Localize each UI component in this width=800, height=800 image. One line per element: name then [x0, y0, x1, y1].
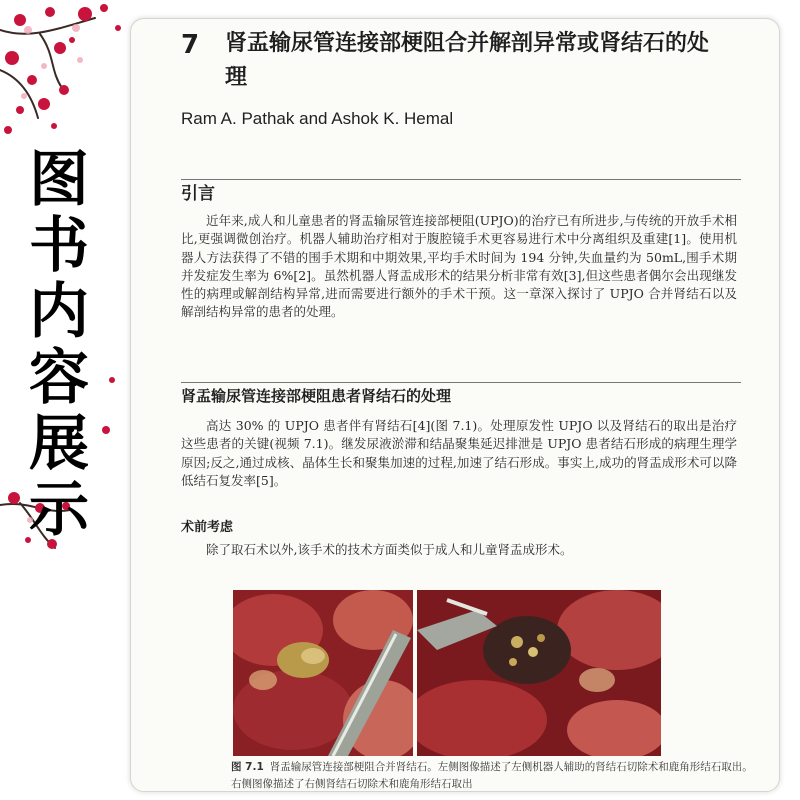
figure-caption [231, 759, 761, 792]
section-divider [181, 179, 741, 180]
figure-label: 图 7.1 [231, 761, 264, 773]
banner-char: 内 [29, 277, 89, 347]
intro-paragraph [181, 212, 737, 322]
stones-paragraph [181, 417, 737, 490]
preop-paragraph [181, 541, 737, 559]
banner-char: 容 [29, 343, 89, 413]
section-heading-intro: 引言 [181, 184, 215, 204]
book-page [130, 18, 780, 792]
figure-left-surgical-image [233, 590, 413, 756]
banner-char: 示 [29, 475, 89, 545]
banner-char: 图 [29, 145, 89, 215]
banner-char: 书 [29, 211, 89, 281]
chapter-number: 7 [181, 30, 200, 60]
subsection-heading-preop: 术前考虑 [181, 520, 234, 535]
banner-char: 展 [29, 409, 89, 479]
chapter-title: 肾盂输尿管连接部梗阻合并解剖异常或肾结石的处理 [225, 31, 710, 90]
section-heading-kidney-stones: 肾盂输尿管连接部梗阻患者肾结石的处理 [181, 387, 452, 405]
chapter-authors: Ram A. Pathak and Ashok K. Hemal [181, 109, 454, 128]
promo-banner-vertical-title [22, 145, 96, 546]
preop-text: 除了取石术以外,该手术的技术方面类似于成人和儿童肾盂成形术。 [206, 542, 573, 557]
figure-right-surgical-image [417, 590, 661, 756]
stones-text: 高达 30% 的 UPJO 患者伴有肾结石[4](图 7.1)。处理原发性 UPJO 以及肾结石的取出是治疗这些患者的关键(视频 7.1)。继发尿液淤滞和结晶聚集延迟排泄是 UPJO 患者结石形成的病理生理学原因;反之,通过成核、晶体生长和聚集加速的过程,加速了结石形成。事实上,成功的肾盂成形术可以降低结石复发率[5]。 [181, 418, 737, 488]
intro-text: 近年来,成人和儿童患者的肾盂输尿管连接部梗阻(UPJO)的治疗已有所进步,与传统的开放手术相比,更强调微创治疗。机器人辅助治疗相对于腹腔镜手术更容易进行术中分离组织及重建[1]。使用机器人方法获得了不错的围手术期和中期效果,平均手术时间为 194 分钟,失血量约为 50mL,围手术期并发症发生率为 6%[2]。虽然机器人肾盂成形术的结果分析非常有效[3],但这些患者偶尔会出现继发性的病理或解剖结构异常,进而需要进行额外的手术干预。这一章深入探讨了 UPJO 合并肾结石以及解剖结构异常的患者的处理。 [181, 213, 737, 320]
section-divider [181, 382, 741, 383]
figure-caption-text: 肾盂输尿管连接部梗阻合并肾结石。左侧图像描述了左侧机器人辅助的肾结石切除术和鹿角形结石取出。右侧图像描述了右侧肾结石切除术和鹿角形结石取出 [231, 761, 753, 790]
